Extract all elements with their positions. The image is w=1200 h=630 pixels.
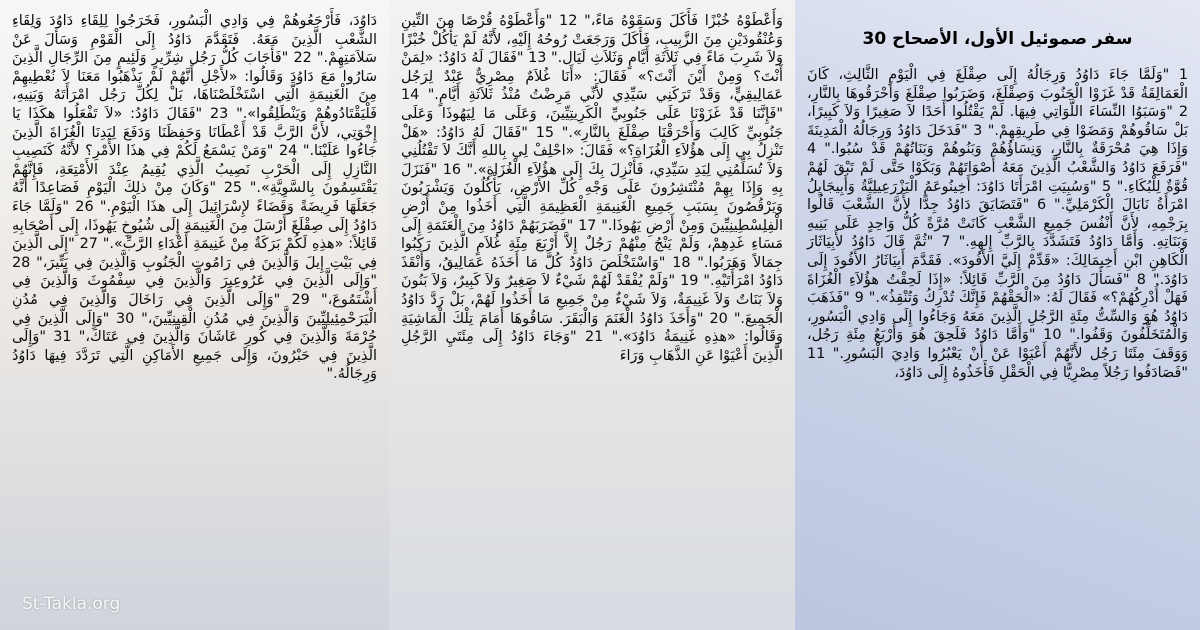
chapter-text-column-2: وَأَعْطَوْهُ خُبْزًا فَأَكَلَ وَسَقَوْهُ مَاءً،" 12 "وَأَعْطَوْهُ قُرْصًا مِنَ التِّينِ وَعُنْقُودَيْنِ مِنَ الزَّبِيبِ، فَأَكَلَ وَرَجَعَتْ رُوحُهُ إِلَيْهِ، لأَنَّهُ لَمْ يَأْكُلْ خُبْزًا وَلاَ شَرِبَ مَاءً فِي ثَلاَثَةِ أَيَّامٍ وَثَلاَثِ لَيَال." 13 "فَقَالَ لَهُ دَاوُدُ: «لِمَنْ أَنْتَ؟ وَمِنْ أَيْنَ أَنْتَ؟» فَقَالَ: «أَنَا غُلاَمٌ مِصْرِيٌّ عَبْدٌ لِرَجُل عَمَالِيقِيٍّ، وَقَدْ تَرَكَنِي سَيِّدِي لأَنِّي مَرِضْتُ مُنْذُ ثَلاَثَةِ أَيَّامٍ." 14 "فَإِنَّنَا قَدْ غَزَوْنَا عَلَى جَنُوبِيِّ الْكَرِيتِيِّينَ، وَعَلَى مَا لِيَهُوذَا وَعَلَى جَنُوبِيِّ كَالِبَ وَأَحْرَقْنَا صِقْلَغَ بِالنَّارِ»." 15 "فَقَالَ لَهُ دَاوُدُ: «هَلْ تَنْزِلُ بِي إِلَى هؤُلاَءِ الْغُزَاةِ؟» فَقَالَ: «احْلِفْ لِي بِاللهِ أَنَّكَ لاَ تَقْتُلُنِي وَلاَ تُسَلِّمُنِي لِيَدِ سَيِّدِي، فَأَنْزِلَ بِكَ إِلَى هؤُلاَءِ الْغُزَاةِ»." 16 "فَنَزَلَ بِهِ وَإِذَا بِهِمْ مُنْتَشِرُونَ عَلَى وَجْهِ كُلِّ الأَرْضِ، يَأْكُلُونَ وَيَشْرَبُونَ وَيَرْقُصُونَ بِسَبَبِ جَمِيعِ الْغَنِيمَةِ الْعَظِيمَةِ الَّتِي أَخَذُوا مِنْ أَرْضِ الْفِلِسْطِينِيِّينَ وَمِنْ أَرْضِ يَهُوذَا." 17 "فَضَرَبَهُمْ دَاوُدُ مِنَ الْعَتَمَةِ إِلَى مَسَاءِ غَدِهِمْ، وَلَمْ يَنْجُ مِنْهُمْ رَجُلٌ إِلاَّ أَرْبَعَ مِئَةِ غُلاَمٍ الَّذِينَ رَكِبُوا جِمَالاً وَهَرَبُوا." 18 "وَاسْتَخْلَصَ دَاوُدُ كُلَّ مَا أَخَذَهُ عَمَالِيقُ، وَأَنْقَذَ دَاوُدُ امْرَأَتَيْهِ." 19 "وَلَمْ يُفْقَدْ لَهُمْ شَيْءٌ لاَ صَغِيرٌ وَلاَ كَبِيرٌ، وَلاَ بَنُونَ وَلاَ بَنَاتٌ وَلاَ غَنِيمَةٌ، وَلاَ شَيْءٌ مِنْ جَمِيعِ مَا أَخَذُوا لَهُمْ، بَلْ رَدَّ دَاوُدُ الْجَمِيعَ." 20 "وَأَخَذَ دَاوُدُ الْغَنَمَ وَالْبَقَرَ. سَاقُوهَا أَمَامَ تِلْكَ الْمَاشِيَةِ وَقَالُوا: «هذِهِ غَنِيمَةُ دَاوُدَ»." 21 "وَجَاءَ دَاوُدُ إِلَى مِئَتَيِ الرَّجُلِ الَّذِينَ أَعْيَوْا عَنِ الذَّهَابِ وَرَاءَ bbox=[401, 13, 784, 364]
chapter-text-column-1: 1 "وَلَمَّا جَاءَ دَاوُدُ وَرِجَالُهُ إِلَى صِقْلَغَ فِي الْيَوْمِ الثَّالِثِ، كَانَ الْعَمَالِقَةُ قَدْ غَزَوْا الْجَنُوبَ وَصِقْلَغَ، وَضَرَبُوا صِقْلَغَ وَأَحْرَقُوهَا بِالنَّارِ، 2 "وَسَبَوُا النِّسَاءَ اللَّوَاتِي فِيهَا. لَمْ يَقْتُلُوا أَحَدًا لاَ صَغِيرًا وَلاَ كَبِيرًا، بَلْ سَاقُوهُمْ وَمَضَوْا فِي طَرِيقِهِمْ." 3 "فَدَخَلَ دَاوُدُ وَرِجَالُهُ الْمَدِينَةَ وَإِذَا هِيَ مُحْرَقَةٌ بِالنَّارِ، وَنِسَاؤُهُمْ وَبَنُوهُمْ وَبَنَاتُهُمْ قَدْ سُبُوا." 4 "فَرَفَعَ دَاوُدُ وَالشَّعْبُ الَّذِينَ مَعَهُ أَصْوَاتَهُمْ وَبَكَوْا حَتَّى لَمْ تَبْقَ لَهُمْ قُوَّةٌ لِلْبُكَاءِ." 5 "وَسُبِيَتِ امْرَأَتَا دَاوُدَ: أَخِينُوعَمُ الْيَزْرَعِيلِيَّةُ وَأَبِيجَايِلُ امْرَأَةُ نَابَالَ الْكَرْمَلِيِّ." 6 "فَتَضَايَقَ دَاوُدُ جِدًّا لأَنَّ الشَّعْبَ قَالُوا بِرَجْمِهِ، لأَنَّ أَنْفُسَ جَمِيعِ الشَّعْبِ كَانَتْ مُرَّةً كُلُّ وَاحِدٍ عَلَى بَنِيهِ وَبَنَاتِهِ. وَأَمَّا دَاوُدُ فَتَشَدَّدَ بِالرَّبِّ إِلهِهِ." 7 "ثُمَّ قَالَ دَاوُدُ لأَبِيَاثَارَ الْكَاهِنِ ابْنِ أَخِيمَالِكَ: «قَدِّمْ إِلَيَّ الأَفُودَ». فَقَدَّمَ أَبِيَاثَارُ الأَفُودَ إِلَى دَاوُدَ." 8 "فَسَأَلَ دَاوُدُ مِنَ الرَّبِّ قَائِلاً: «إِذَا لَحِقْتُ هؤُلاَءِ الْغُزَاةَ فَهَلْ أُدْرِكُهُمْ؟» فَقَالَ لَهُ: «الْحَقْهُمْ فَإِنَّكَ تُدْرِكُ وَتُنْقِذُ»." 9 "فَذَهَبَ دَاوُدُ هُوَ وَالسِّتُّ مِئَةِ الرَّجُلِ الَّذِينَ مَعَهُ وَجَاءُوا إِلَى وَادِي الْبَسُورِ، وَالْمُتَخَلِّفُونَ وَقَفُوا." 10 "وَأَمَّا دَاوُدُ فَلَحِقَ هُوَ وَأَرْبَعُ مِئَةِ رَجُل، وَوَقَفَ مِئَتَا رَجُل لأَنَّهُمْ أَعْيَوْا عَنْ أَنْ يَعْبُرُوا وَادِيَ الْبَسُورِ." 11 "فَصَادَفُوا رَجُلاً مِصْرِيًّا فِي الْحَقْلِ فَأَخَذُوهُ إِلَى دَاوُدَ، bbox=[807, 67, 1189, 381]
text-column-middle bbox=[389, 0, 795, 630]
text-column-right bbox=[795, 0, 1200, 630]
text-column-left bbox=[0, 0, 389, 630]
site-watermark: St-Takla.org bbox=[22, 594, 121, 615]
chapter-title: سفر صموئيل الأول، الأصحاح 30 bbox=[862, 29, 1133, 49]
chapter-text-column-3: دَاوُدَ، فَأَرْجَعُوهُمْ فِي وَادِي الْبَسُورِ، فَخَرَجُوا لِلِقَاءِ دَاوُدَ وَلِقَاءِ الشَّعْبِ الَّذِينَ مَعَهُ. فَتَقَدَّمَ دَاوُدُ إِلَى الْقَوْمِ وَسَأَلَ عَنْ سَلاَمَتِهِمْ." 22 "فَأَجَابَ كُلُّ رَجُل شِرِّيرٍ وَلَئِيمٍ مِنَ الرِّجَالِ الَّذِينَ سَارُوا مَعَ دَاوُدَ وَقَالُوا: «لأَجْلِ أَنَّهُمْ لَمْ يَذْهَبُوا مَعَنَا لاَ نُعْطِيهِمْ مِنَ الْغَنِيمَةِ الَّتِي اسْتَخْلَصْنَاهَا، بَلْ لِكُلِّ رَجُل امْرَأَتَهُ وَبَنِيهِ، فَلْيَقْتَادُوهُمْ وَيَنْطَلِقُوا»." 23 "فَقَالَ دَاوُدُ: «لاَ تَفْعَلُوا هكَذَا يَا إِخْوَتِي، لأَنَّ الرَّبَّ قَدْ أَعْطَانَا وَحَفِظَنَا وَدَفَعَ لِيَدِنَا الْغُزَاةَ الَّذِينَ جَاءُوا عَلَيْنَا." 24 "وَمَنْ يَسْمَعُ لَكُمْ فِي هذَا الأَمْرِ؟ لأَنَّهُ كَنَصِيبِ النَّازِلِ إِلَى الْحَرْبِ نَصِيبُ الَّذِي يُقِيمُ عِنْدَ الأَمْتِعَةِ، فَإِنَّهُمْ يَقْتَسِمُونَ بِالسَّوِيَّةِ»." 25 "وَكَانَ مِنْ ذلِكَ الْيَوْمِ فَصَاعِدًا أَنَّهُ جَعَلَهَا فَرِيضَةً وَقَضَاءً لإِسْرَائِيلَ إِلَى هذَا الْيَوْمِ." 26 "وَلَمَّا جَاءَ دَاوُدُ إِلَى صِقْلَغَ أَرْسَلَ مِنَ الْغَنِيمَةِ إِلَى شُيُوخِ يَهُوذَا، إِلَى أَصْحَابِهِ قَائِلاً: «هذِهِ لَكُمْ بَرَكَةٌ مِنْ غَنِيمَةِ أَعْدَاءِ الرَّبِّ»." 27 "إِلَى الَّذِينَ فِي بَيْتِ إِيلَ وَالَّذِينَ فِي رَامُوتِ الْجَنُوبِ وَالَّذِينَ فِي يَتِّيرَ،" 28 "وَإِلَى الَّذِينَ فِي عَرُوعِيرَ وَالَّذِينَ فِي سِفْمُوثَ وَالَّذِينَ فِي أَشْتَمُوعَ،" 29 "وَإِلَى الَّذِينَ فِي رَاخَالَ وَالَّذِينَ فِي مُدُنِ الْيَرَحْمِئِيلِيِّينَ وَالَّذِينَ فِي مُدُنِ الْقِينِيِّينَ،" 30 "وَإِلَى الَّذِينَ فِي حُرْمَةَ وَالَّذِينَ فِي كُورِ عَاشَانَ وَالَّذِينَ فِي عَتَاكَ،" 31 "وَإِلَى الَّذِينَ فِي حَبْرُونَ، وَإِلَى جَمِيعِ الأَمَاكِنِ الَّتِي تَرَدَّدَ فِيهَا دَاوُدُ وَرِجَالُهُ." bbox=[12, 13, 378, 383]
